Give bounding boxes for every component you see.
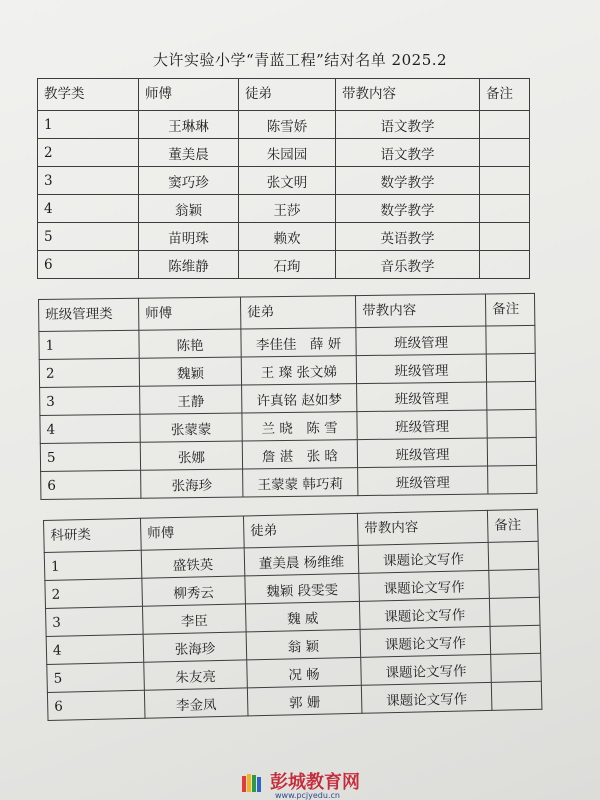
cell-apprentice: 兰 晓 陈 雪 bbox=[242, 412, 357, 441]
cell-apprentice: 石珣 bbox=[239, 251, 336, 279]
cell-number: 1 bbox=[38, 111, 139, 139]
cell-remarks bbox=[486, 325, 535, 354]
cell-mentor: 陈艳 bbox=[139, 329, 241, 358]
cell-content: 班级管理 bbox=[356, 326, 486, 356]
cell-apprentice: 郭 姗 bbox=[247, 685, 362, 716]
watermark-url: www.pcjyedu.cn bbox=[275, 791, 340, 800]
cell-mentor: 魏颖 bbox=[139, 357, 241, 386]
cell-mentor: 翁颖 bbox=[139, 195, 239, 223]
cell-mentor: 张蒙蒙 bbox=[140, 413, 242, 442]
cell-number: 4 bbox=[38, 195, 139, 223]
cell-apprentice: 王莎 bbox=[239, 195, 336, 223]
cell-number: 6 bbox=[38, 251, 139, 279]
document-title: 大许实验小学“青蓝工程”结对名单 2025.2 bbox=[152, 51, 448, 69]
cell-content: 班级管理 bbox=[357, 410, 487, 440]
cell-mentor: 李金凤 bbox=[144, 688, 248, 718]
table-row bbox=[38, 167, 530, 195]
cell-apprentice: 王蒙蒙 韩巧莉 bbox=[243, 468, 358, 497]
cell-apprentice: 詹 湛 张 晗 bbox=[242, 440, 357, 469]
cell-content: 数学教学 bbox=[336, 167, 480, 195]
cell-mentor: 张海珍 bbox=[143, 632, 247, 662]
cell-remarks bbox=[489, 597, 540, 626]
cell-remarks bbox=[490, 625, 541, 654]
cell-number: 6 bbox=[47, 690, 145, 720]
header-mentor: 师傅 bbox=[140, 516, 244, 550]
header-category: 教学类 bbox=[38, 79, 139, 111]
cell-remarks bbox=[480, 167, 530, 195]
cell-remarks bbox=[488, 541, 539, 570]
cell-apprentice: 李佳佳 薛 妍 bbox=[241, 328, 356, 357]
cell-apprentice: 许真铭 赵如梦 bbox=[242, 384, 357, 413]
cell-mentor: 张海珍 bbox=[141, 469, 243, 498]
header-mentor: 师傅 bbox=[139, 79, 239, 111]
table-row bbox=[41, 465, 537, 499]
cell-apprentice: 董美晨 杨维维 bbox=[244, 545, 359, 576]
cell-mentor: 柳秀云 bbox=[142, 576, 246, 606]
cell-content: 语文教学 bbox=[336, 139, 480, 167]
cell-content: 语文教学 bbox=[336, 111, 480, 139]
cell-mentor: 窦巧珍 bbox=[139, 167, 239, 195]
cell-mentor: 王静 bbox=[140, 385, 242, 414]
header-remarks: 备注 bbox=[487, 509, 538, 542]
header-apprentice: 徒弟 bbox=[240, 296, 355, 329]
cell-remarks bbox=[487, 409, 536, 438]
header-category: 班级管理类 bbox=[39, 298, 139, 331]
cell-remarks bbox=[487, 381, 536, 410]
table-row bbox=[38, 251, 530, 279]
table-row bbox=[38, 195, 530, 223]
cell-number: 4 bbox=[46, 634, 144, 664]
watermark-site-name: 彭城教育网 bbox=[270, 772, 360, 793]
cell-remarks bbox=[480, 195, 530, 223]
class-management-pairs-table bbox=[38, 293, 537, 500]
cell-number: 4 bbox=[40, 414, 140, 443]
cell-number: 5 bbox=[47, 662, 145, 692]
cell-mentor: 盛铁英 bbox=[141, 548, 245, 578]
cell-mentor: 董美晨 bbox=[139, 139, 239, 167]
cell-content: 课题论文写作 bbox=[359, 598, 490, 629]
header-mentor: 师傅 bbox=[138, 297, 240, 330]
cell-content: 班级管理 bbox=[357, 438, 487, 468]
cell-remarks bbox=[489, 569, 540, 598]
cell-remarks bbox=[487, 437, 536, 466]
cell-remarks bbox=[491, 681, 542, 710]
cell-apprentice: 魏颖 段雯雯 bbox=[245, 573, 360, 604]
cell-apprentice: 陈雪娇 bbox=[239, 111, 336, 139]
cell-content: 班级管理 bbox=[357, 382, 487, 412]
cell-mentor: 苗明珠 bbox=[139, 223, 239, 251]
cell-number: 2 bbox=[45, 578, 143, 608]
header-remarks: 备注 bbox=[480, 79, 530, 111]
cell-remarks bbox=[491, 653, 542, 682]
research-pairs-table bbox=[43, 509, 542, 721]
cell-number: 2 bbox=[39, 358, 139, 387]
cell-content: 课题论文写作 bbox=[358, 542, 489, 573]
cell-mentor: 王琳琳 bbox=[139, 111, 239, 139]
table-row bbox=[38, 223, 530, 251]
cell-content: 课题论文写作 bbox=[360, 626, 491, 657]
cell-number: 3 bbox=[46, 606, 144, 636]
table-row bbox=[38, 139, 530, 167]
cell-number: 5 bbox=[40, 442, 140, 471]
cell-content: 课题论文写作 bbox=[359, 570, 490, 601]
cell-number: 3 bbox=[38, 167, 139, 195]
cell-content: 班级管理 bbox=[356, 354, 486, 384]
cell-content: 音乐教学 bbox=[336, 251, 480, 279]
cell-remarks bbox=[480, 139, 530, 167]
cell-number: 2 bbox=[38, 139, 139, 167]
cell-remarks bbox=[480, 251, 530, 279]
header-remarks: 备注 bbox=[485, 293, 534, 326]
header-category: 科研类 bbox=[44, 518, 142, 552]
cell-apprentice: 王 璨 张文娣 bbox=[241, 356, 356, 385]
cell-remarks bbox=[488, 465, 537, 494]
cell-mentor: 李臣 bbox=[142, 604, 246, 634]
cell-remarks bbox=[486, 353, 535, 382]
cell-mentor: 朱友亮 bbox=[144, 660, 248, 690]
cell-content: 数学教学 bbox=[336, 195, 480, 223]
header-apprentice: 徒弟 bbox=[239, 79, 336, 111]
cell-content: 英语教学 bbox=[336, 223, 480, 251]
cell-apprentice: 况 畅 bbox=[247, 657, 362, 688]
header-content: 带教内容 bbox=[357, 510, 488, 545]
cell-number: 5 bbox=[38, 223, 139, 251]
cell-apprentice: 张文明 bbox=[239, 167, 336, 195]
cell-remarks bbox=[480, 223, 530, 251]
cell-number: 1 bbox=[44, 550, 142, 580]
table-header-row bbox=[38, 79, 530, 111]
cell-content: 课题论文写作 bbox=[361, 682, 492, 713]
teaching-pairs-table bbox=[37, 78, 530, 279]
cell-number: 1 bbox=[39, 330, 139, 359]
cell-mentor: 张娜 bbox=[140, 441, 242, 470]
book-logo-icon bbox=[240, 772, 264, 794]
cell-number: 3 bbox=[40, 386, 140, 415]
cell-remarks bbox=[480, 111, 530, 139]
header-apprentice: 徒弟 bbox=[243, 513, 358, 548]
cell-content: 课题论文写作 bbox=[361, 654, 492, 685]
cell-number: 6 bbox=[41, 470, 141, 499]
cell-apprentice: 赖欢 bbox=[239, 223, 336, 251]
cell-apprentice: 朱园园 bbox=[239, 139, 336, 167]
header-content: 带教内容 bbox=[355, 294, 485, 328]
header-content: 带教内容 bbox=[336, 79, 480, 111]
cell-apprentice: 翁 颖 bbox=[246, 629, 361, 660]
table-row bbox=[38, 111, 530, 139]
cell-apprentice: 魏 威 bbox=[245, 601, 360, 632]
cell-mentor: 陈维静 bbox=[139, 251, 239, 279]
cell-content: 班级管理 bbox=[358, 466, 488, 496]
